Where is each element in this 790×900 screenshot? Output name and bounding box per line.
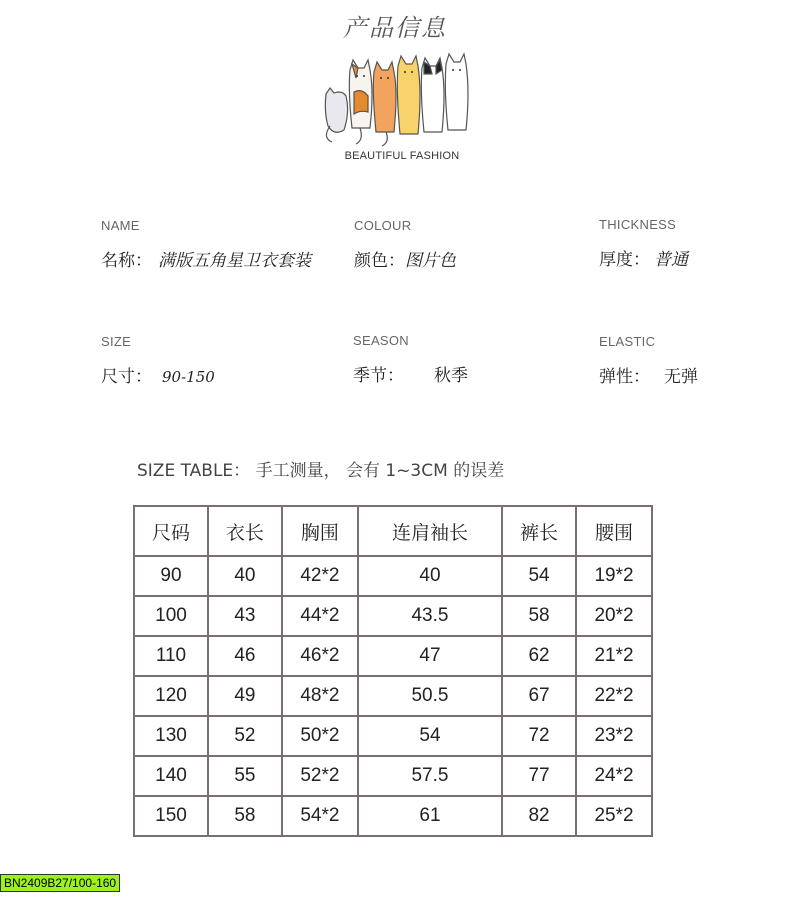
field-value	[353, 361, 468, 386]
table-cell: 42*2	[282, 556, 358, 596]
table-cell: 50.5	[358, 676, 502, 716]
table-cell: 150	[134, 796, 208, 836]
table-header-row	[134, 506, 652, 556]
table-cell: 67	[502, 676, 576, 716]
table-row	[134, 596, 652, 636]
field-label: ELASTIC	[599, 334, 656, 349]
size-table	[133, 505, 653, 837]
table-cell: 54	[358, 716, 502, 756]
field-size	[101, 334, 215, 387]
table-cell: 54*2	[282, 796, 358, 836]
field-thickness	[599, 217, 688, 270]
table-cell: 58	[502, 596, 576, 636]
table-cell: 62	[502, 636, 576, 676]
table-cell: 57.5	[358, 756, 502, 796]
table-cell: 110	[134, 636, 208, 676]
table-cell: 72	[502, 716, 576, 756]
table-cell: 25*2	[576, 796, 652, 836]
table-cell: 120	[134, 676, 208, 716]
table-cell: 54	[502, 556, 576, 596]
table-cell: 43.5	[358, 596, 502, 636]
cats-logo-icon	[320, 52, 470, 148]
table-cell: 90	[134, 556, 208, 596]
field-season	[353, 333, 468, 386]
page-title: 产品信息	[343, 14, 447, 42]
field-label: THICKNESS	[599, 217, 677, 232]
sku-badge: BN2409B27/100-160	[0, 874, 120, 892]
column-header: 裤长	[502, 506, 576, 556]
table-cell: 47	[358, 636, 502, 676]
field-key: 名称：	[101, 251, 152, 271]
field-value	[599, 245, 688, 270]
table-cell: 40	[358, 556, 502, 596]
elastic-value: 无弹	[664, 367, 698, 387]
table-cell: 52	[208, 716, 282, 756]
field-key: 厚度：	[599, 250, 650, 270]
field-label: COLOUR	[354, 218, 412, 233]
table-cell: 40	[208, 556, 282, 596]
column-header: 尺码	[134, 506, 208, 556]
table-cell: 19*2	[576, 556, 652, 596]
table-row	[134, 716, 652, 756]
field-key: 颜色：	[354, 251, 405, 271]
table-cell: 82	[502, 796, 576, 836]
table-cell: 50*2	[282, 716, 358, 756]
table-cell: 48*2	[282, 676, 358, 716]
colour-value: 图片色	[405, 251, 456, 271]
field-key: 尺寸：	[101, 367, 152, 387]
field-value	[101, 362, 215, 387]
field-elastic	[599, 334, 698, 387]
table-cell: 22*2	[576, 676, 652, 716]
table-cell: 58	[208, 796, 282, 836]
table-cell: 140	[134, 756, 208, 796]
field-name	[101, 218, 311, 271]
field-label: SIZE	[101, 334, 132, 349]
table-row	[134, 756, 652, 796]
table-cell: 77	[502, 756, 576, 796]
column-header: 胸围	[282, 506, 358, 556]
field-key: 季节：	[353, 366, 404, 386]
table-cell: 52*2	[282, 756, 358, 796]
column-header: 连肩袖长	[358, 506, 502, 556]
table-cell: 49	[208, 676, 282, 716]
season-value: 秋季	[434, 366, 468, 386]
table-cell: 24*2	[576, 756, 652, 796]
table-cell: 130	[134, 716, 208, 756]
column-header: 衣长	[208, 506, 282, 556]
table-row	[134, 676, 652, 716]
table-cell: 21*2	[576, 636, 652, 676]
table-row	[134, 796, 652, 836]
size-table-note: SIZE TABLE： 手工测量， 会有 1~3CM 的误差	[137, 461, 505, 481]
table-cell: 61	[358, 796, 502, 836]
field-value	[354, 246, 456, 271]
field-key: 弹性：	[599, 367, 650, 387]
table-cell: 100	[134, 596, 208, 636]
product-name: 满版五角星卫衣套装	[158, 251, 311, 271]
field-label: SEASON	[353, 333, 409, 348]
table-cell: 46	[208, 636, 282, 676]
field-value	[101, 246, 311, 271]
brand-tagline: BEAUTIFUL FASHION	[344, 150, 460, 162]
table-cell: 43	[208, 596, 282, 636]
field-colour	[354, 218, 456, 271]
table-cell: 44*2	[282, 596, 358, 636]
table-row	[134, 636, 652, 676]
field-value	[599, 362, 698, 387]
table-row	[134, 556, 652, 596]
field-label: NAME	[101, 218, 140, 233]
table-cell: 46*2	[282, 636, 358, 676]
table-cell: 55	[208, 756, 282, 796]
thickness-value: 普通	[654, 250, 688, 270]
table-cell: 20*2	[576, 596, 652, 636]
size-value: 90-150	[162, 368, 215, 386]
column-header: 腰围	[576, 506, 652, 556]
table-cell: 23*2	[576, 716, 652, 756]
